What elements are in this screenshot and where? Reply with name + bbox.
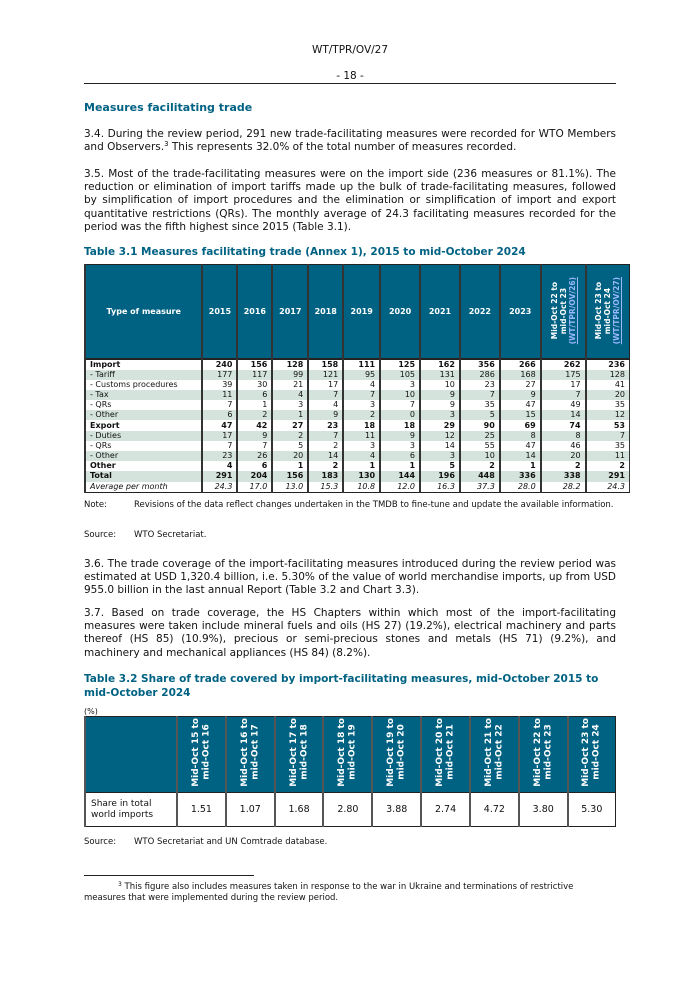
col-header-2023: 2023 <box>500 265 541 359</box>
cell-value: 3 <box>420 410 460 420</box>
table-3-1 <box>84 264 630 493</box>
vertical-header <box>289 718 310 787</box>
cell-value: 2.74 <box>421 793 470 827</box>
header-line: Mid-Oct 15 to <box>190 718 201 787</box>
cell-value: 3 <box>272 400 308 410</box>
cell-value: 2 <box>308 441 343 451</box>
cell-value: 144 <box>380 471 420 481</box>
cell-value: 156 <box>237 359 272 370</box>
table-row <box>85 420 630 430</box>
header-line: Mid-Oct 23 to <box>581 718 592 787</box>
col-header-type: Type of measure <box>85 265 202 359</box>
cell-value: 47 <box>202 420 237 430</box>
header-line: mid-Oct 16 <box>201 724 212 781</box>
cell-value: 117 <box>237 370 272 380</box>
cell-value: 30 <box>237 380 272 390</box>
col-header-oct22-oct23 <box>541 265 586 359</box>
table-row <box>85 410 630 420</box>
paragraph-3-7: 3.7. Based on trade coverage, the HS Chapters within which most of the import-facilitating measures were taken include mineral fuels and oils (HS 27) (19.2%), electrical machinery and parts thereof (HS 85) (10.9%), precious or semi-precious stones and metals (HS 71) (9.2%), and machinery and mechanical appliances (HS 84) (8.2%). <box>84 607 616 659</box>
cell-value: 204 <box>237 471 272 481</box>
link-wt-tpr-ov-27[interactable]: (WT/TPR/OV/27) <box>612 276 622 344</box>
cell-value: 175 <box>541 370 586 380</box>
header-rule <box>84 83 616 84</box>
cell-value: 6 <box>237 390 272 400</box>
cell-value: 5 <box>272 441 308 451</box>
source-label: Source: <box>84 530 117 540</box>
vertical-header <box>581 718 602 787</box>
cell-value: 266 <box>500 359 541 370</box>
cell-value: 12 <box>420 431 460 441</box>
cell-value: 448 <box>460 471 500 481</box>
cell-value: 18 <box>343 420 380 430</box>
cell-value: 7 <box>202 441 237 451</box>
vertical-header <box>435 718 456 787</box>
row-label: - Other <box>85 410 202 420</box>
header-line: mid-Oct 21 <box>445 724 456 781</box>
cell-value: 2.80 <box>323 793 372 827</box>
col-header-2017: 2017 <box>272 265 308 359</box>
header-line: mid-Oct 18 <box>299 724 310 781</box>
row-label: Other <box>85 461 202 471</box>
header-line: Mid-Oct 22 to <box>549 281 559 339</box>
section-heading: Measures facilitating trade <box>84 101 253 114</box>
vertical-header <box>386 718 407 787</box>
paragraph-text: 3.4. During the review period, 291 new trade-facilitating measures were recorded for WTO Members and Observers. <box>84 128 616 154</box>
cell-value: 8 <box>541 431 586 441</box>
cell-value: 16.3 <box>420 482 460 493</box>
header-line: Mid-Oct 20 to <box>435 718 446 787</box>
cell-value: 3.88 <box>372 793 421 827</box>
cell-value: 9 <box>237 431 272 441</box>
cell-value: 26 <box>237 451 272 461</box>
cell-value: 4 <box>343 380 380 390</box>
table-3-2-unit: (%) <box>84 707 98 716</box>
cell-value: 183 <box>308 471 343 481</box>
note-label: Note: <box>84 500 107 510</box>
cell-value: 3 <box>420 451 460 461</box>
cell-value: 6 <box>380 451 420 461</box>
col-header-period <box>372 717 421 793</box>
cell-value: 42 <box>237 420 272 430</box>
cell-value: 20 <box>272 451 308 461</box>
cell-value: 7 <box>586 431 630 441</box>
cell-value: 1 <box>237 400 272 410</box>
cell-value: 17 <box>202 431 237 441</box>
footnote <box>84 882 616 904</box>
cell-value: 1 <box>343 461 380 471</box>
header-line: mid-Oct 22 <box>494 724 505 781</box>
row-label: Share in total world imports <box>85 793 177 827</box>
col-header-period <box>519 717 568 793</box>
cell-value: 4 <box>308 400 343 410</box>
table-row <box>85 390 630 400</box>
row-label: - Tax <box>85 390 202 400</box>
cell-value: 1 <box>380 461 420 471</box>
header-line: mid-Oct 19 <box>347 724 358 781</box>
cell-value: 95 <box>343 370 380 380</box>
table-3-1-source <box>84 530 616 541</box>
cell-value: 177 <box>202 370 237 380</box>
cell-value: 9 <box>380 431 420 441</box>
cell-value: 121 <box>308 370 343 380</box>
cell-value: 2 <box>343 410 380 420</box>
cell-value: 128 <box>272 359 308 370</box>
row-label: - Duties <box>85 431 202 441</box>
table-row <box>85 359 630 370</box>
paragraph-3-6: 3.6. The trade coverage of the import-facilitating measures introduced during the review period was estimated at USD 1,320.4 billion, i.e. 5.30% of the value of world merchandise imports, up from USD 955.0 billion in the last annual Report (Table 3.2 and Chart 3.3). <box>84 558 616 597</box>
cell-value: 41 <box>586 380 630 390</box>
cell-value: 1 <box>272 410 308 420</box>
cell-value: 20 <box>586 390 630 400</box>
table-3-2 <box>84 716 616 827</box>
cell-value: 162 <box>420 359 460 370</box>
cell-value: 15.3 <box>308 482 343 493</box>
footnote-ref[interactable]: 3 <box>164 140 169 149</box>
col-header-period <box>568 717 616 793</box>
footnote-rule <box>84 875 254 876</box>
cell-value: 10 <box>460 451 500 461</box>
header-line: Mid-Oct 16 to <box>239 718 250 787</box>
vertical-header <box>594 277 621 344</box>
cell-value: 47 <box>500 441 541 451</box>
cell-value: 105 <box>380 370 420 380</box>
cell-value: 7 <box>308 390 343 400</box>
cell-value: 2 <box>237 410 272 420</box>
header-line: Mid-Oct 17 to <box>288 718 299 787</box>
cell-value: 7 <box>380 400 420 410</box>
header-line: mid-Oct 23 <box>558 287 568 334</box>
cell-value: 3 <box>343 400 380 410</box>
paragraph-3-5: 3.5. Most of the trade-facilitating measures were on the import side (236 measures or 81.1%). The reduction or elimination of import tariffs made up the bulk of trade-facilitating measures, followed by simplification of import procedures and the elimination or simplification of import and export quantitative restrictions (QRs). The monthly average of 24.3 facilitating measures recorded for the period was the fifth highest since 2015 (Table 3.1). <box>84 168 616 233</box>
source-label: Source: <box>84 837 117 847</box>
cell-value: 6 <box>202 410 237 420</box>
cell-value: 11 <box>586 451 630 461</box>
cell-value: 29 <box>420 420 460 430</box>
cell-value: 0 <box>380 410 420 420</box>
cell-value: 168 <box>500 370 541 380</box>
vertical-header <box>484 718 505 787</box>
header-line: mid-Oct 20 <box>396 724 407 781</box>
cell-value: 128 <box>586 370 630 380</box>
table-row <box>85 370 630 380</box>
col-header-2019: 2019 <box>343 265 380 359</box>
cell-value: 55 <box>460 441 500 451</box>
cell-value: 35 <box>586 441 630 451</box>
cell-value: 7 <box>541 390 586 400</box>
cell-value: 1.07 <box>226 793 275 827</box>
col-header-2021: 2021 <box>420 265 460 359</box>
cell-value: 7 <box>237 441 272 451</box>
row-label: Export <box>85 420 202 430</box>
cell-value: 4 <box>272 390 308 400</box>
table-row <box>85 441 630 451</box>
header-line: mid-Oct 23 <box>543 724 554 781</box>
cell-value: 9 <box>420 390 460 400</box>
note-text: Revisions of the data reflect changes undertaken in the TMDB to fine-tune and update the available information. <box>134 500 614 510</box>
table-header-row <box>85 717 616 793</box>
table-row <box>85 400 630 410</box>
cell-value: 7 <box>343 390 380 400</box>
cell-value: 12.0 <box>380 482 420 493</box>
cell-value: 12 <box>586 410 630 420</box>
cell-value: 15 <box>500 410 541 420</box>
cell-value: 338 <box>541 471 586 481</box>
cell-value: 2 <box>272 431 308 441</box>
row-label: Average per month <box>85 482 202 493</box>
paragraph-3-4 <box>84 128 616 154</box>
cell-value: 10 <box>420 380 460 390</box>
cell-value: 7 <box>460 390 500 400</box>
cell-value: 10.8 <box>343 482 380 493</box>
cell-value: 14 <box>541 410 586 420</box>
vertical-header <box>337 718 358 787</box>
cell-value: 196 <box>420 471 460 481</box>
cell-value: 23 <box>308 420 343 430</box>
table-row <box>85 793 616 827</box>
row-label: - QRs <box>85 400 202 410</box>
cell-value: 18 <box>380 420 420 430</box>
cell-value: 23 <box>460 380 500 390</box>
col-header-2020: 2020 <box>380 265 420 359</box>
vertical-header <box>191 718 212 787</box>
row-label: Import <box>85 359 202 370</box>
cell-value: 2 <box>541 461 586 471</box>
cell-value: 125 <box>380 359 420 370</box>
table-body <box>85 359 630 493</box>
document-id: WT/TPR/OV/27 <box>311 44 389 56</box>
cell-value: 20 <box>541 451 586 461</box>
cell-value: 27 <box>500 380 541 390</box>
cell-value: 1 <box>500 461 541 471</box>
cell-value: 90 <box>460 420 500 430</box>
cell-value: 74 <box>541 420 586 430</box>
link-wt-tpr-ov-26[interactable]: (WT/TPR/OV/26) <box>567 276 577 344</box>
cell-value: 21 <box>272 380 308 390</box>
cell-value: 25 <box>460 431 500 441</box>
page-number: - 18 - <box>336 70 364 82</box>
footnote-text: This figure also includes measures taken in response to the war in Ukraine and terminations of restrictive measures that were implemented during the review period. <box>84 882 574 903</box>
cell-value: 24.3 <box>202 482 237 493</box>
footnote-marker: 3 <box>118 881 122 888</box>
col-header-2016: 2016 <box>237 265 272 359</box>
cell-value: 1 <box>272 461 308 471</box>
cell-value: 47 <box>500 400 541 410</box>
cell-value: 3.80 <box>519 793 568 827</box>
col-header-oct23-oct24 <box>586 265 630 359</box>
row-label: - Tariff <box>85 370 202 380</box>
cell-value: 24.3 <box>586 482 630 493</box>
cell-value: 11 <box>202 390 237 400</box>
cell-value: 9 <box>500 390 541 400</box>
table-row <box>85 482 630 493</box>
cell-value: 11 <box>343 431 380 441</box>
table-3-2-source <box>84 837 616 848</box>
cell-value: 356 <box>460 359 500 370</box>
cell-value: 111 <box>343 359 380 370</box>
cell-value: 4.72 <box>470 793 519 827</box>
header-line: mid-Oct 24 <box>591 724 602 781</box>
col-header-period <box>177 717 226 793</box>
cell-value: 46 <box>541 441 586 451</box>
col-header-period <box>470 717 519 793</box>
cell-value: 158 <box>308 359 343 370</box>
col-header-2015: 2015 <box>202 265 237 359</box>
cell-value: 236 <box>586 359 630 370</box>
cell-value: 130 <box>343 471 380 481</box>
header-line: Mid-Oct 19 to <box>386 718 397 787</box>
cell-value: 3 <box>380 441 420 451</box>
cell-value: 5 <box>460 410 500 420</box>
header-line: mid-Oct 17 <box>250 724 261 781</box>
cell-value: 1.68 <box>275 793 324 827</box>
cell-value: 28.2 <box>541 482 586 493</box>
col-header-period <box>226 717 275 793</box>
table-row <box>85 380 630 390</box>
cell-value: 2 <box>460 461 500 471</box>
header-line: mid-Oct 24 <box>603 287 613 334</box>
cell-value: 13.0 <box>272 482 308 493</box>
header-line: Mid-Oct 22 to <box>532 718 543 787</box>
cell-value: 69 <box>500 420 541 430</box>
cell-value: 336 <box>500 471 541 481</box>
row-label: - Other <box>85 451 202 461</box>
cell-value: 3 <box>380 380 420 390</box>
cell-value: 23 <box>202 451 237 461</box>
cell-value: 99 <box>272 370 308 380</box>
cell-value: 7 <box>308 431 343 441</box>
cell-value: 14 <box>308 451 343 461</box>
col-header-period <box>323 717 372 793</box>
cell-value: 9 <box>308 410 343 420</box>
cell-value: 4 <box>202 461 237 471</box>
cell-value: 156 <box>272 471 308 481</box>
cell-value: 28.0 <box>500 482 541 493</box>
cell-value: 1.51 <box>177 793 226 827</box>
cell-value: 7 <box>202 400 237 410</box>
col-header-period <box>275 717 324 793</box>
cell-value: 17 <box>541 380 586 390</box>
table-3-1-caption: Table 3.1 Measures facilitating trade (Annex 1), 2015 to mid-October 2024 <box>84 246 526 258</box>
cell-value: 4 <box>343 451 380 461</box>
cell-value: 8 <box>500 431 541 441</box>
source-text: WTO Secretariat and UN Comtrade database. <box>134 837 328 847</box>
table-row <box>85 431 630 441</box>
col-header-period <box>421 717 470 793</box>
cell-value: 3 <box>343 441 380 451</box>
cell-value: 291 <box>202 471 237 481</box>
cell-value: 37.3 <box>460 482 500 493</box>
cell-value: 131 <box>420 370 460 380</box>
cell-value: 53 <box>586 420 630 430</box>
table-row <box>85 451 630 461</box>
row-label: Total <box>85 471 202 481</box>
cell-value: 6 <box>237 461 272 471</box>
table-3-1-note <box>84 500 616 511</box>
source-text: WTO Secretariat. <box>134 530 207 540</box>
col-header-2018: 2018 <box>308 265 343 359</box>
cell-value: 35 <box>460 400 500 410</box>
cell-value: 35 <box>586 400 630 410</box>
cell-value: 14 <box>500 451 541 461</box>
table-header-row <box>85 265 630 359</box>
cell-value: 5 <box>420 461 460 471</box>
cell-value: 9 <box>420 400 460 410</box>
header-line: Mid-Oct 21 to <box>483 718 494 787</box>
cell-value: 5.30 <box>568 793 616 827</box>
col-header-blank <box>85 717 177 793</box>
cell-value: 17.0 <box>237 482 272 493</box>
cell-value: 2 <box>586 461 630 471</box>
header-line: Mid-Oct 23 to <box>594 281 604 339</box>
cell-value: 27 <box>272 420 308 430</box>
cell-value: 17 <box>308 380 343 390</box>
cell-value: 14 <box>420 441 460 451</box>
cell-value: 286 <box>460 370 500 380</box>
vertical-header <box>550 277 577 344</box>
cell-value: 240 <box>202 359 237 370</box>
table-row <box>85 461 630 471</box>
cell-value: 262 <box>541 359 586 370</box>
row-label: - QRs <box>85 441 202 451</box>
cell-value: 39 <box>202 380 237 390</box>
cell-value: 10 <box>380 390 420 400</box>
table-row <box>85 471 630 481</box>
row-label: - Customs procedures <box>85 380 202 390</box>
col-header-2022: 2022 <box>460 265 500 359</box>
paragraph-text: This represents 32.0% of the total number of measures recorded. <box>168 141 517 154</box>
header-line: Mid-Oct 18 to <box>337 718 348 787</box>
vertical-header <box>533 718 554 787</box>
cell-value: 291 <box>586 471 630 481</box>
cell-value: 2 <box>308 461 343 471</box>
table-3-2-caption: Table 3.2 Share of trade covered by import-facilitating measures, mid-October 2015 to mid-October 2024 <box>84 673 599 699</box>
vertical-header <box>240 718 261 787</box>
cell-value: 49 <box>541 400 586 410</box>
